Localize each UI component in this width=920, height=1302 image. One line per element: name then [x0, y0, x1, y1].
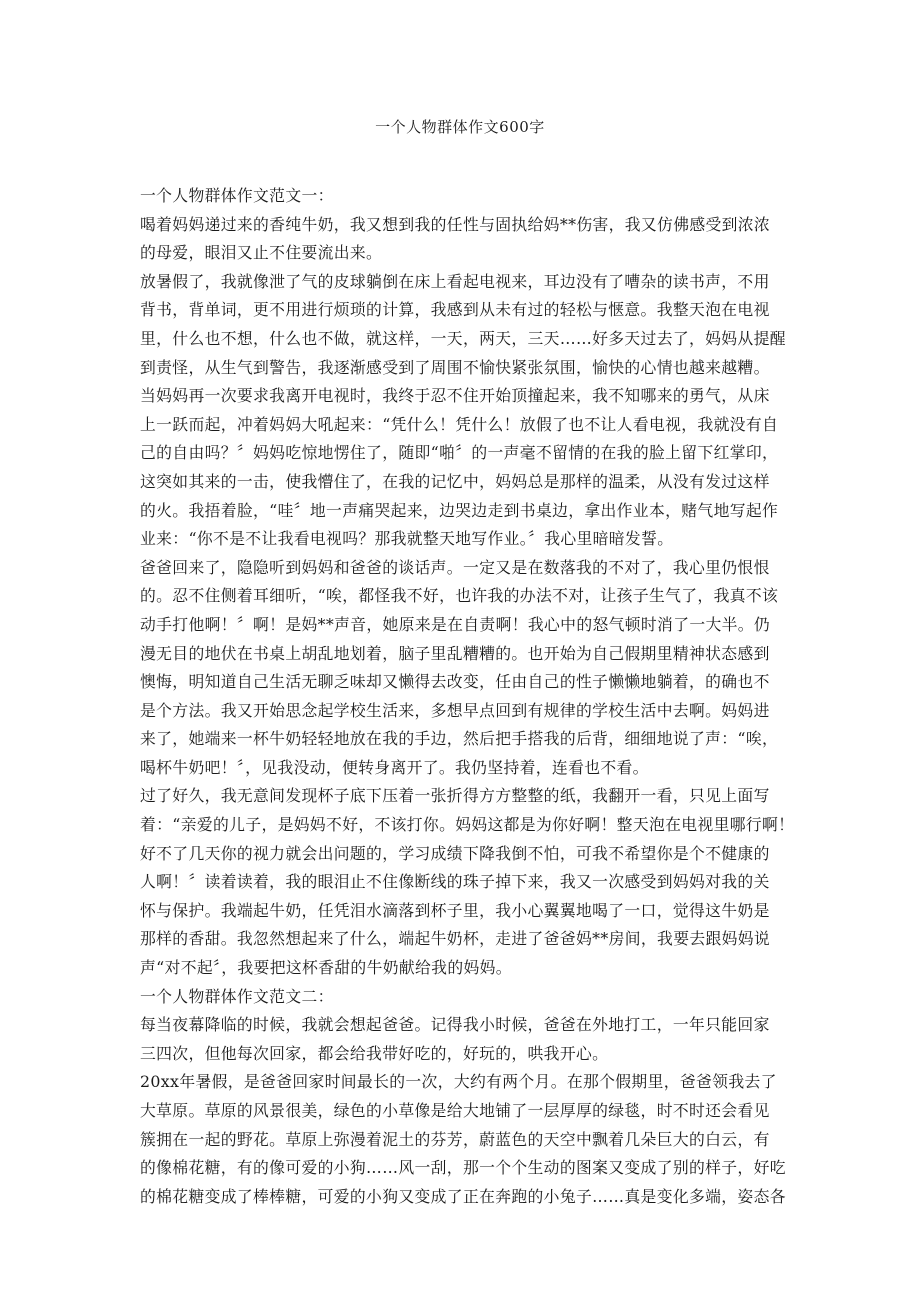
text-line: 一个人物群体作文范文一： [140, 186, 334, 205]
text-line: 懊悔，明知道自己生活无聊乏味却又懒得去改变，任由自己的性子懒懒地躺着，的确也不 [140, 672, 770, 692]
text-line: 业来：“你不是不让我看电视吗？那我就整天地写作业。〞我心里暗暗发誓。 [140, 529, 674, 549]
text-line: 爸爸回来了，隐隐听到妈妈和爸爸的谈话声。一定又是在数落我的不对了，我心里仍恨恨 [140, 557, 770, 577]
text-line: 里，什么也不想，什么也不做，就这样，一天，两天，三天……好多天过去了，妈妈从提醒 [140, 328, 786, 348]
text-line: 到责怪，从生气到警告，我逐渐感受到了周围不愉快紧张氛围，愉快的心情也越来越糟。 [140, 357, 770, 377]
text-line: 怀与保护。我端起牛奶，任凭泪水滴落到杯子里，我小心翼翼地喝了一口，觉得这牛奶是 [140, 900, 770, 920]
text-line: 三四次，但他每次回家，都会给我带好吃的，好玩的，哄我开心。 [140, 1043, 609, 1063]
text-line: 一个人物群体作文范文二： [140, 986, 334, 1006]
text-line: 好不了几天你的视力就会出问题的，学习成绩下降我倒不怕，可我不希望你是个不健康的 [140, 843, 770, 863]
text-line: 簇拥在一起的野花。草原上弥漫着泥土的芬芳，蔚蓝色的天空中飘着几朵巨大的白云，有 [140, 1129, 770, 1149]
text-line: 每当夜幕降临的时候，我就会想起爸爸。记得我小时候，爸爸在外地打工，一年只能回家 [140, 1015, 770, 1035]
text-line: 是个方法。我又开始思念起学校生活来，多想早点回到有规律的学校生活中去啊。妈妈进 [140, 700, 770, 720]
article-body [140, 182, 795, 1211]
text-line: 人啊！〞读着读着，我的眼泪止不住像断线的珠子掉下来，我又一次感受到妈妈对我的关 [140, 872, 770, 892]
text-line: 20xx年暑假，是爸爸回家时间最长的一次，大约有两个月。在那个假期里，爸爸领我去了 [140, 1072, 777, 1092]
text-line: 上一跃而起，冲着妈妈大吼起来：“凭什么！凭什么！放假了也不让人看电视，我就没有自 [140, 414, 779, 434]
text-line: 当妈妈再一次要求我离开电视时，我终于忍不住开始顶撞起来，我不知哪来的勇气，从床 [140, 386, 770, 406]
text-line: 己的自由吗？〞妈妈吃惊地愣住了，随即“啪〞的一声毫不留情的在我的脸上留下红掌印， [140, 443, 779, 463]
text-line: 着：“亲爱的儿子，是妈妈不好，不该打你。妈妈这都是为你好啊！整天泡在电视里哪行啊！ [140, 815, 795, 835]
text-line: 喝杯牛奶吧！〞，见我没动，便转身离开了。我仍坚持着，连看也不看。 [140, 757, 649, 777]
text-line: 的火。我捂着脸，“哇〞地一声痛哭起来，边哭边走到书桌边，拿出作业本，赌气地写起作 [140, 500, 779, 520]
text-line: 的。忍不住侧着耳细听，“唉，都怪我不好，也许我的办法不对，让孩子生气了，我真不该 [140, 586, 779, 606]
text-line: 背书，背单词，更不用进行烦琐的计算，我感到从未有过的轻松与惬意。我整天泡在电视 [140, 300, 770, 320]
text-line: 放暑假了，我就像泄了气的皮球躺倒在床上看起电视来，耳边没有了嘈杂的读书声，不用 [140, 271, 770, 291]
document-title: 一个人物群体作文600字 [375, 118, 545, 136]
text-line: 大草原。草原的风景很美，绿色的小草像是给大地铺了一层厚厚的绿毯，时不时还会看见 [140, 1101, 770, 1120]
text-line: 喝着妈妈递过来的香纯牛奶，我又想到我的任性与固执给妈**伤害，我又仿佛感受到浓浓 [140, 214, 771, 234]
text-line: 动手打他啊！〞啊！是妈**声音，她原来是在自责啊！我心中的怒气顿时消了一大半。仍 [140, 614, 771, 634]
text-line: 的母爱，眼泪又止不住要流出来。 [140, 243, 383, 263]
text-line: 这突如其来的一击，使我懵住了，在我的记忆中，妈妈总是那样的温柔，从没有发过这样 [140, 471, 770, 491]
text-line: 的棉花糖变成了棒棒糖，可爱的小狗又变成了正在奔跑的小兔子……真是变化多端，姿态各 [140, 1186, 786, 1206]
text-line: 漫无目的地伏在书桌上胡乱地划着，脑子里乱糟糟的。也开始为自己假期里精神状态感到 [140, 643, 770, 663]
text-line: 那样的香甜。我忽然想起来了什么，端起牛奶杯，走进了爸爸妈**房间，我要去跟妈妈说 [140, 929, 771, 949]
text-line: 来了，她端来一杯牛奶轻轻地放在我的手边，然后把手搭我的后背，细细地说了声：“唉， [140, 729, 779, 749]
text-line: 声“对不起〞，我要把这杯香甜的牛奶献给我的妈妈。 [140, 958, 512, 978]
text-line: 过了好久，我无意间发现杯子底下压着一张折得方方整整的纸，我翻开一看，只见上面写 [140, 786, 770, 806]
text-line: 的像棉花糖，有的像可爱的小狗……风一刮，那一个个生动的图案又变成了别的样子，好吃 [140, 1158, 786, 1178]
